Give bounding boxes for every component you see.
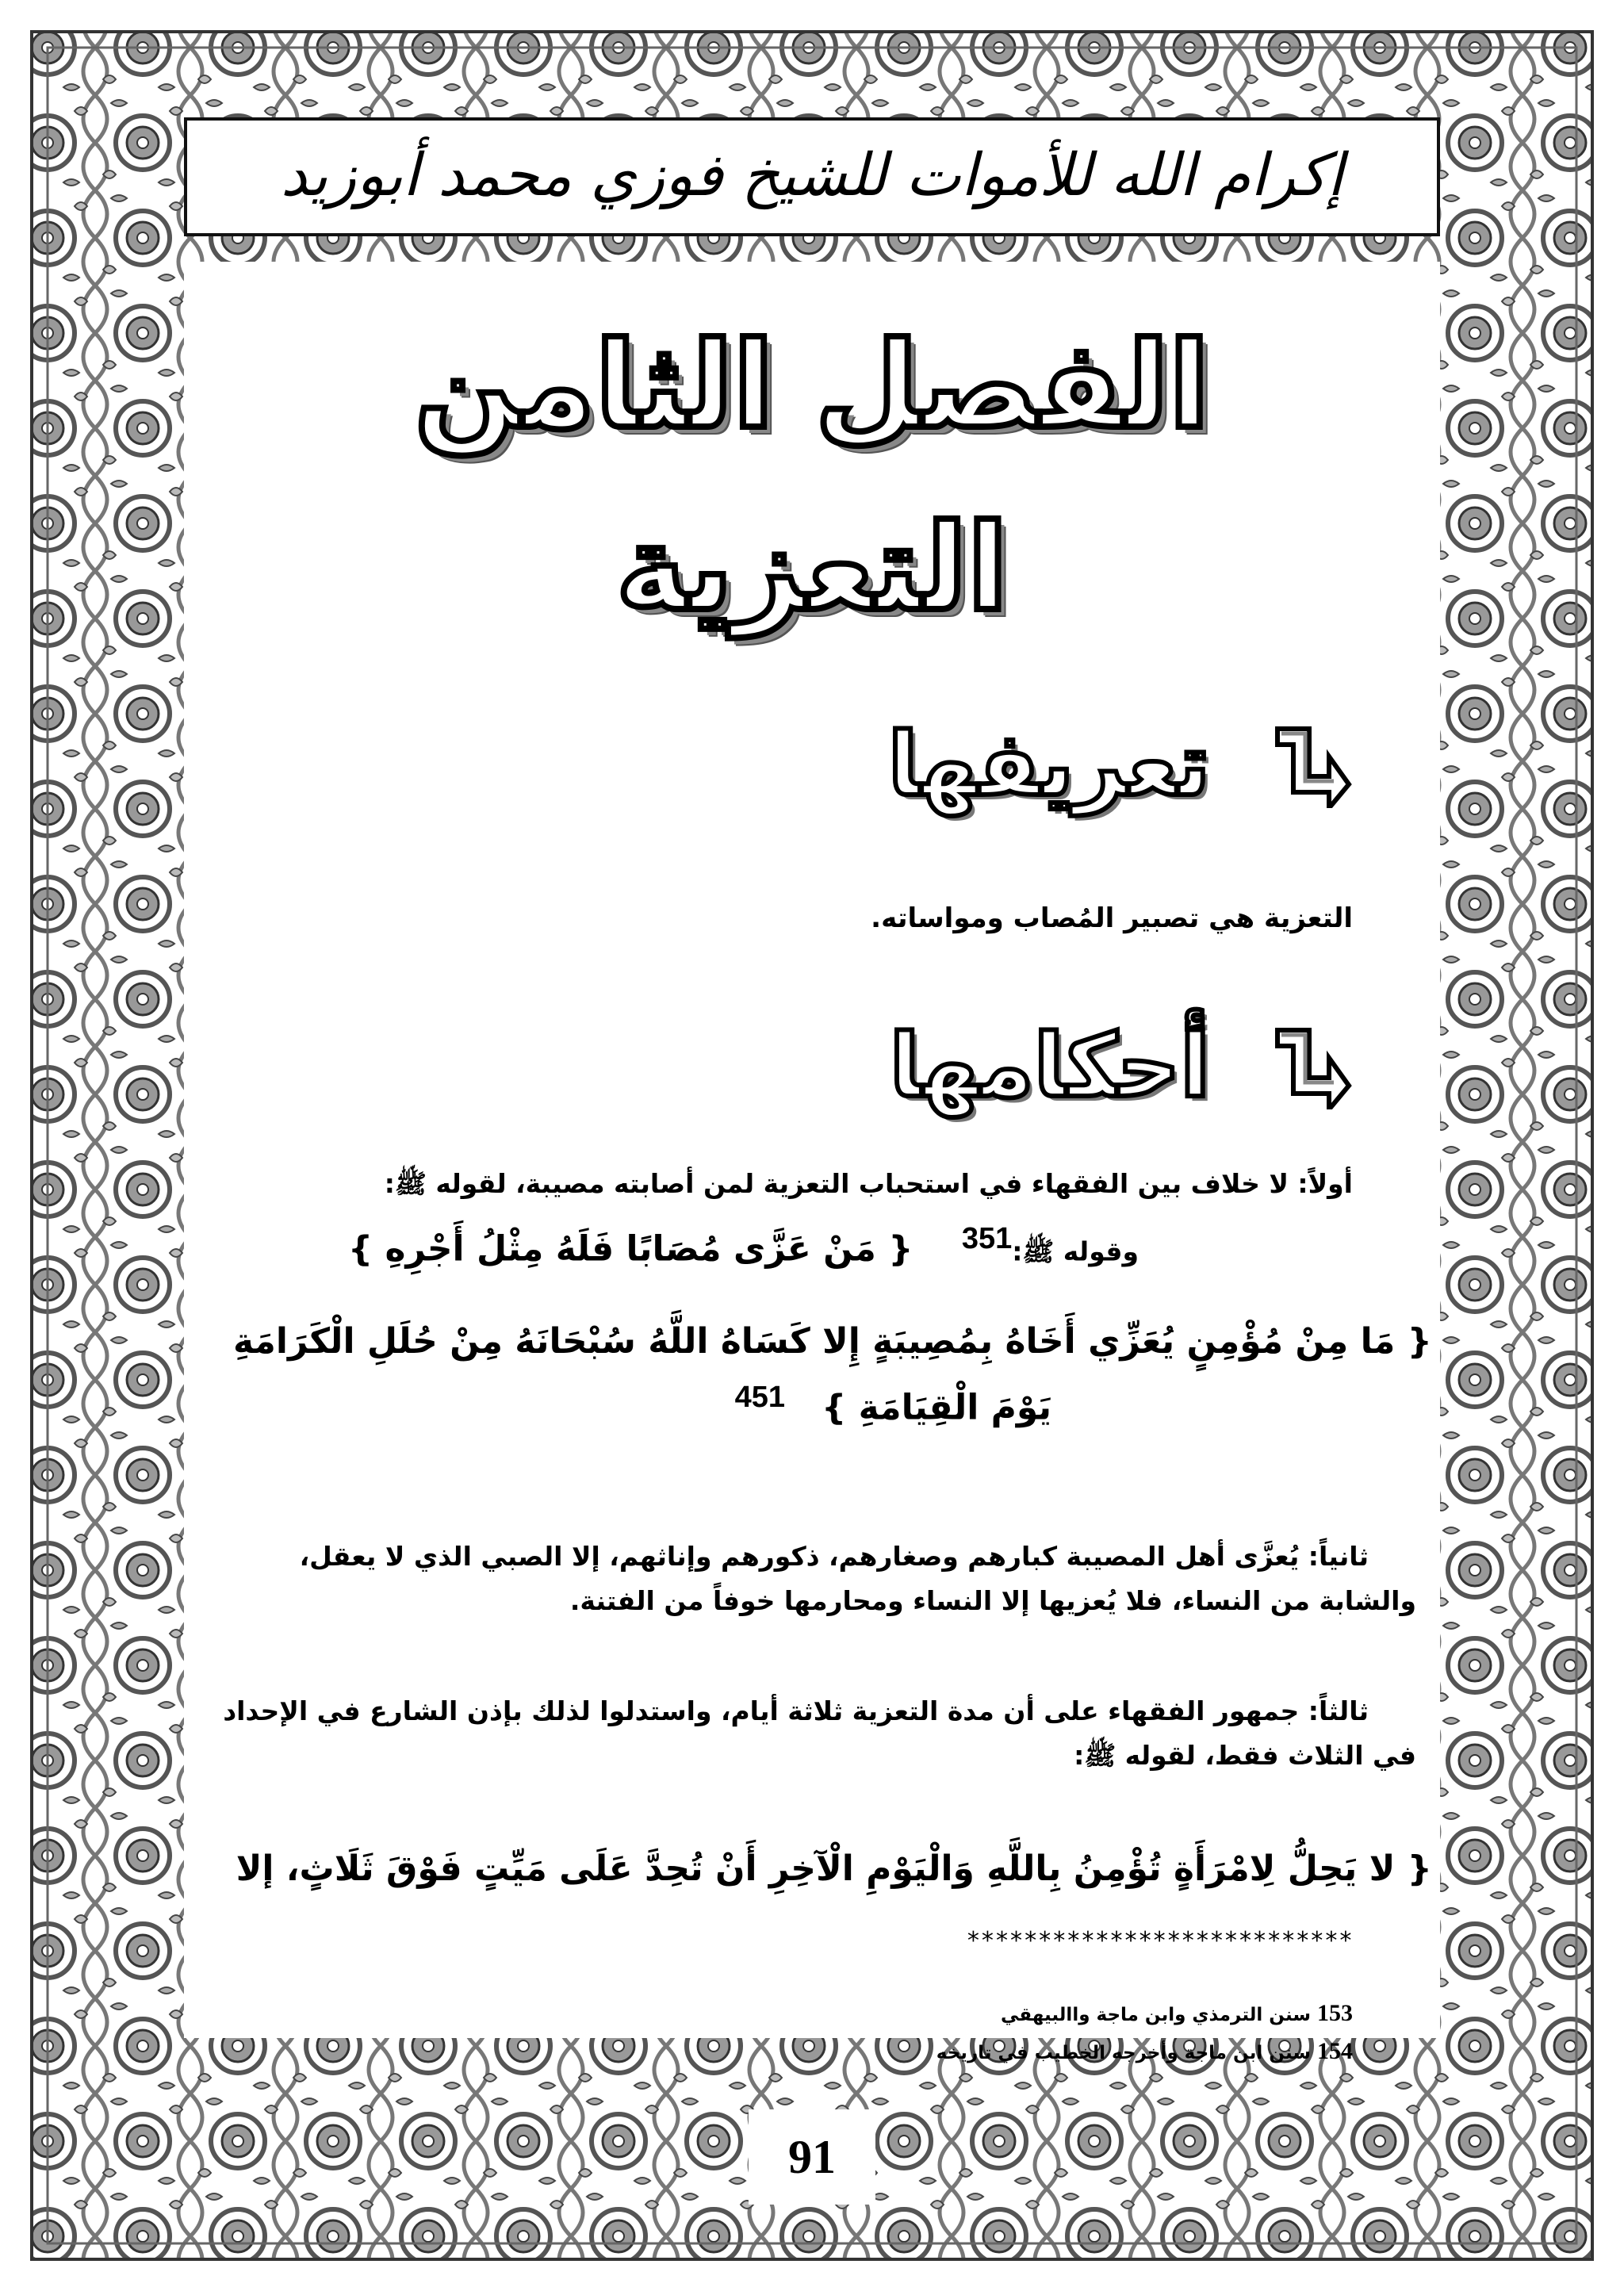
page-content (184, 262, 1440, 2064)
footnote-text: سنن الترمذي وابن ماجة واالبيهقي (1001, 2005, 1311, 2025)
paragraph-second: ثانياً: يُعزَّى أهل المصيبة كبارهم وصغارهم، ذكورهم وإناثهم، إلا الصبي الذي لا يعقل، والشابة من النساء، فلا يُعزيها إلا النساء ومحارمها خوفاً من الفتنة. (299, 1541, 1416, 1617)
paragraph-third: ثالثاً: جمهور الفقهاء على أن مدة التعزية ثلاثة أيام، واستدلوا لذلك بإذن الشارع في الإحداد في الثلاث فقط، لقوله ﷺ: (223, 1695, 1416, 1772)
definition-text: التعزية هي تصبير المُصاب ومواساته. (871, 902, 1353, 934)
turn-arrow-icon (1266, 721, 1353, 808)
hadith-1-text: { مَنْ عَزَّى مُصَابًا فَلَهُ مِثْلُ أَجْرِهِ } (347, 1228, 914, 1270)
footnote-text: سنن ابن ماجة وأخرجه الخطيب في تاريخه (936, 2043, 1311, 2063)
section-heading-text: أحكامها (889, 1015, 1210, 1117)
footnote-1 (1001, 2000, 1353, 2027)
book-title: إكرام الله للأموات للشيخ فوزي محمد أبوزيد (280, 141, 1344, 209)
chapter-subtitle: التعزية (615, 500, 1009, 638)
section-heading-rulings (890, 1015, 1353, 1117)
hadith-2-line2 (735, 1372, 1051, 1438)
hadith-1-after: وقوله ﷺ: (1012, 1236, 1139, 1267)
footnote-ref-1: 351 (961, 1222, 1013, 1255)
hadith-2-line2-text: يَوْمَ الْقِيَامَةِ } (822, 1387, 1051, 1428)
footnote-number: 154 (1317, 2038, 1353, 2064)
hadith-3: { لا يَحِلُّ لِامْرَأَةٍ تُؤْمِنُ بِاللَّهِ وَالْيَوْمِ الْآخِرِ أَنْ تُحِدَّ عَلَى مَيِّتٍ فَوْقَ ثَلَاثٍ، إلا (236, 1849, 1432, 1889)
section-heading-definition (888, 714, 1353, 815)
footnote-2 (936, 2038, 1353, 2065)
paragraph-first: أولاً: لا خلاف بين الفقهاء في استحباب التعزية لمن أصابته مصيبة، لقوله ﷺ: (384, 1168, 1353, 1199)
footnote-ref-2: 451 (734, 1381, 786, 1414)
turn-arrow-icon (1266, 1022, 1353, 1109)
section-heading-text: تعريفها (887, 714, 1210, 815)
page-number: 91 (749, 2109, 875, 2205)
hadith-2-line1: { مَا مِنْ مُؤْمِنٍ يُعَزِّي أَخَاهُ بِمُصِيبَةٍ إِلا كَسَاهُ اللَّهُ سُبْحَانَهُ مِنْ حُلَلِ الْكَرَامَةِ (232, 1321, 1432, 1362)
footnote-separator: *************************** (966, 1927, 1353, 1955)
hadith-1 (348, 1213, 1139, 1279)
footnote-number: 153 (1317, 2000, 1353, 2026)
header-box (184, 117, 1440, 236)
chapter-title: الفصل الثامن (414, 317, 1210, 455)
